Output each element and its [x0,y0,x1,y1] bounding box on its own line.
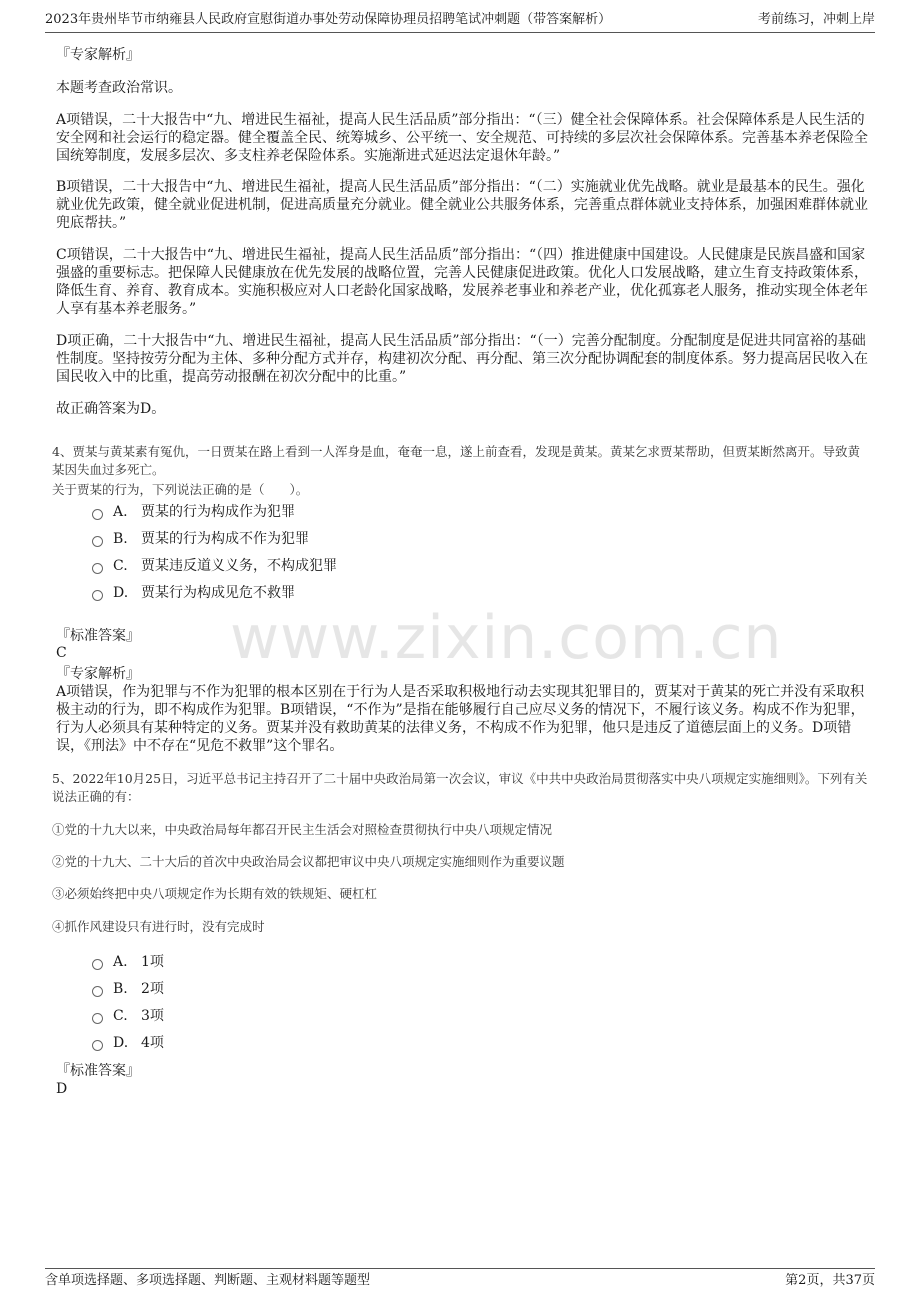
watermark: www.zixin.com.cn [230,603,783,673]
q3-conclusion: 故正确答案为D。 [56,401,166,417]
q4-analysis-label: 『专家解析』 [56,666,140,682]
q5-option-b[interactable]: B. 2项 [92,979,164,999]
q4-option-c[interactable]: C. 贾某违反道义义务，不构成犯罪 [92,556,337,576]
q5-statement-4: ④抓作风建设只有进行时，没有完成时 [52,919,265,934]
radio-icon[interactable] [92,509,103,520]
q3-analysis-c: C项错误，二十大报告中“九、增进民生福祉，提高人民生活品质”部分指出：“（四）推进健康中国建设。人民健康是民族昌盛和国家强盛的重要标志。把保障人民健康放在优先发展的战略位置，完善人民健康促进政策。优化人口发展战略，建立生育支持政策体系，降低生育、养育、教育成本。实施积极应对人口老龄化国家战略，发展养老事业和养老产业，优化孤寡老人服务，推动实现全体老年人享有基本养老服务。” [56,247,868,317]
q4-analysis: A项错误，作为犯罪与不作为犯罪的根本区别在于行为人是否采取积极地行动去实现其犯罪目的，贾某对于黄某的死亡并没有采取积极主动的行为，即不构成作为犯罪。B项错误，“不作为”是指在能够履行自己应尽义务的情况下，不履行该义务。构成不作为犯罪，行为人必须具有某种特定的义务。贾某并没有救助黄某的法律义务，不构成不作为犯罪，他只是违反了道德层面上的义务。D项错误，《刑法》中不存在“见危不救罪”这个罪名。 [56,684,865,754]
header-slogan: 考前练习，冲刺上岸 [757,12,875,27]
footer-question-types: 含单项选择题、多项选择题、判断题、主观材料题等题型 [45,1273,371,1288]
q5-statement-2: ②党的十九大、二十大后的首次中央政治局会议都把审议中央八项规定实施细则作为重要议题 [52,854,565,869]
radio-icon[interactable] [92,590,103,601]
q4-option-b[interactable]: B. 贾某的行为构成不作为犯罪 [92,529,309,549]
q4-answer-label: 『标准答案』 [56,628,140,644]
radio-icon[interactable] [92,986,103,997]
q5-option-d[interactable]: D. 4项 [92,1033,164,1053]
q5-answer-label: 『标准答案』 [56,1063,140,1079]
page-header [45,10,875,33]
radio-icon[interactable] [92,1013,103,1024]
q4-question: 关于贾某的行为，下列说法正确的是（ ）。 [52,482,309,497]
q5-option-c[interactable]: C. 3项 [92,1006,164,1026]
q4-option-d[interactable]: D. 贾某行为构成见危不救罪 [92,583,295,603]
page-number: 第2页，共37页 [785,1273,875,1288]
radio-icon[interactable] [92,959,103,970]
q3-analysis-a: A项错误，二十大报告中“九、增进民生福祉，提高人民生活品质”部分指出：“（三）健全社会保障体系。社会保障体系是人民生活的安全网和社会运行的稳定器。健全覆盖全民、统筹城乡、公平统一、安全规范、可持续的多层次社会保障体系。完善基本养老保险全国统筹制度，发展多层次、多支柱养老保险体系。实施渐进式延迟法定退休年龄。” [56,112,868,164]
q4-answer: C [56,645,67,661]
q5-answer: D [56,1081,68,1097]
page-footer [45,1268,875,1291]
q5-option-a[interactable]: A. 1项 [92,952,164,972]
q3-analysis-d: D项正确，二十大报告中“九、增进民生福祉，提高人民生活品质”部分指出：“（一）完善分配制度。分配制度是促进共同富裕的基础性制度。坚持按劳分配为主体、多种分配方式并存，构建初次分配、再分配、第三次分配协调配套的制度体系。努力提高居民收入在国民收入中的比重，提高劳动报酬在初次分配中的比重。” [56,333,868,385]
q4-stem: 4、贾某与黄某素有冤仇，一日贾某在路上看到一人浑身是血，奄奄一息，遂上前查看，发现是黄某。黄某乞求贾某帮助，但贾某断然离开。导致黄某因失血过多死亡。 [52,444,860,477]
q4-option-a[interactable]: A. 贾某的行为构成作为犯罪 [92,502,295,522]
document-title: 2023年贵州毕节市纳雍县人民政府宣慰街道办事处劳动保障协理员招聘笔试冲刺题（带答案解析） [45,12,612,27]
q3-intro: 本题考查政治常识。 [56,80,182,96]
radio-icon[interactable] [92,536,103,547]
q3-analysis-label: 『专家解析』 [56,47,140,63]
q3-analysis-b: B项错误，二十大报告中“九、增进民生福祉，提高人民生活品质”部分指出：“（二）实施就业优先战略。就业是最基本的民生。强化就业优先政策，健全就业促进机制，促进高质量充分就业。健全就业公共服务体系，完善重点群体就业支持体系，加强困难群体就业兜底帮扶。” [56,179,868,231]
q5-stem: 5、2022年10月25日，习近平总书记主持召开了二十届中央政治局第一次会议，审议《中共中央政治局贯彻落实中央八项规定实施细则》。下列有关说法正确的有： [52,771,868,804]
q5-statement-3: ③必须始终把中央八项规定作为长期有效的铁规矩、硬杠杠 [52,886,378,901]
q5-statement-1: ①党的十九大以来，中央政治局每年都召开民主生活会对照检查贯彻执行中央八项规定情况 [52,822,553,837]
radio-icon[interactable] [92,1040,103,1051]
radio-icon[interactable] [92,563,103,574]
